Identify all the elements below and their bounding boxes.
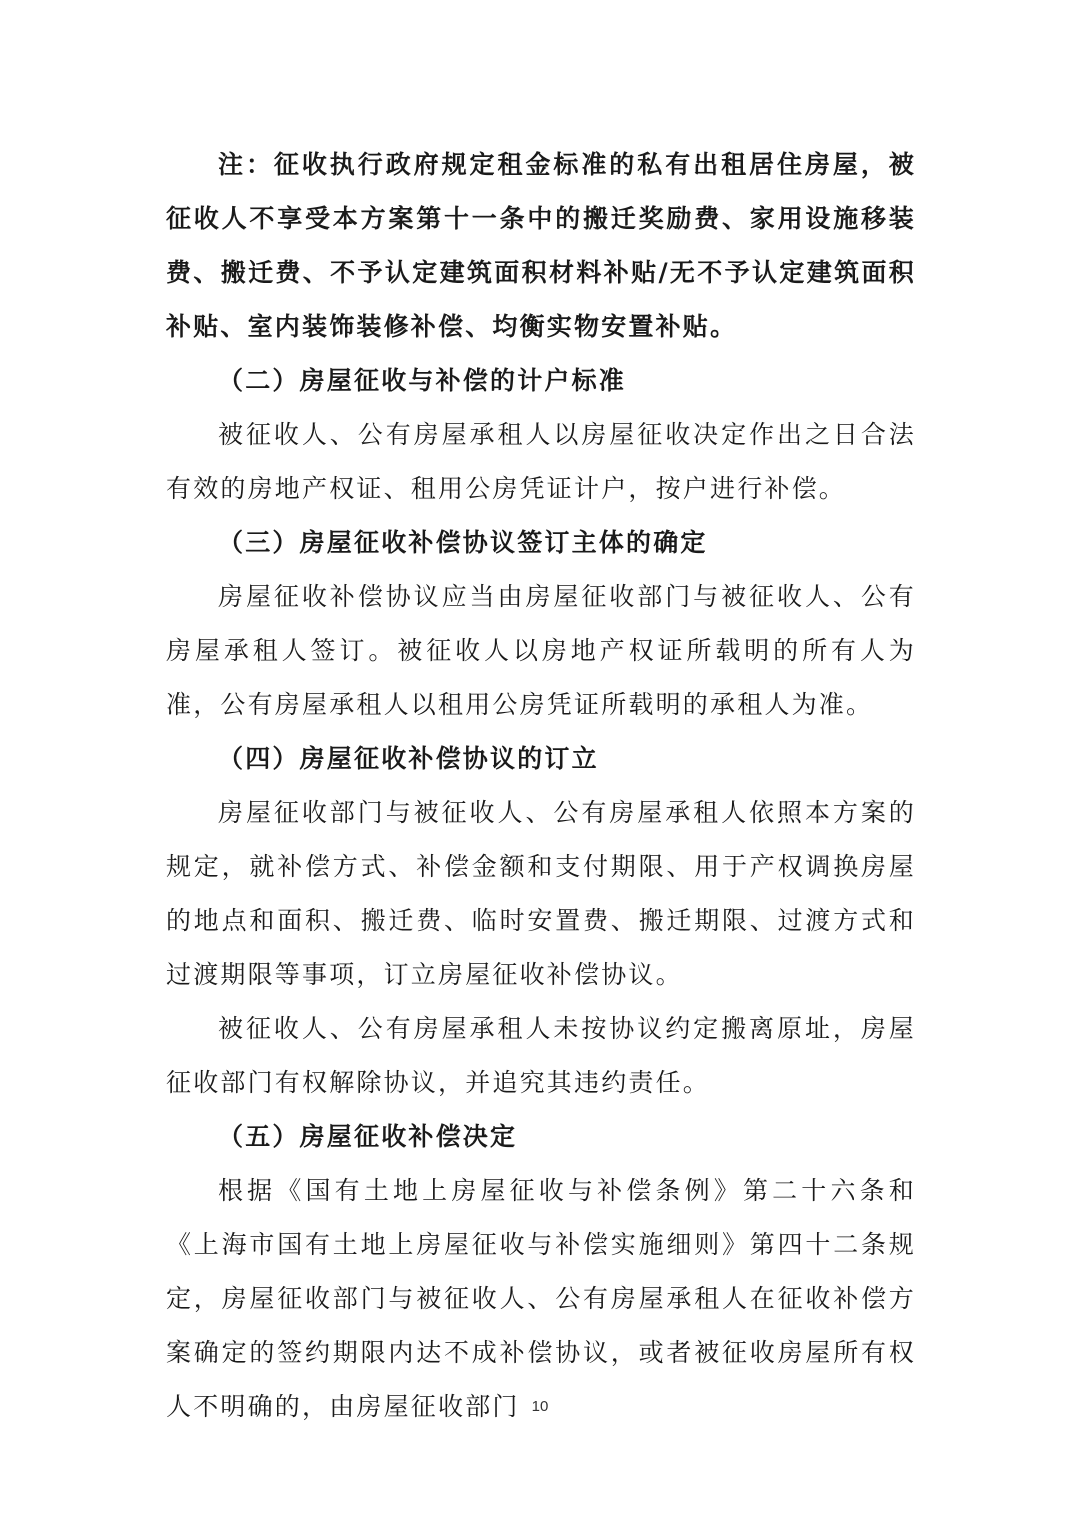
section-5-paragraph-1: 根据《国有土地上房屋征收与补偿条例》第二十六条和《上海市国有土地上房屋征收与补偿实施细则》第四十二条规定，房屋征收部门与被征收人、公有房屋承租人在征收补偿方案确定的签约期限内达不成补偿协议，或者被征收房屋所有权人不明确的，由房屋征收部门 [166,1176,916,1421]
section-heading-5: （五）房屋征收补偿决定 [218,1122,518,1151]
section-4-paragraph-2: 被征收人、公有房屋承租人未按协议约定搬离原址，房屋征收部门有权解除协议，并追究其违约责任。 [166,1014,916,1097]
section-heading-3: （三）房屋征收补偿协议签订主体的确定 [218,528,708,557]
section-4-paragraph-1: 房屋征收部门与被征收人、公有房屋承租人依照本方案的规定，就补偿方式、补偿金额和支付期限、用于产权调换房屋的地点和面积、搬迁费、临时安置费、搬迁期限、过渡方式和过渡期限等事项，订立房屋征收补偿协议。 [166,798,916,989]
section-2-paragraph-1: 被征收人、公有房屋承租人以房屋征收决定作出之日合法有效的房地产权证、租用公房凭证计户，按户进行补偿。 [166,420,916,503]
section-heading-4: （四）房屋征收补偿协议的订立 [218,744,599,773]
section-heading-2: （二）房屋征收与补偿的计户标准 [218,366,627,395]
page-number: 10 [531,1398,549,1415]
note-paragraph: 注：征收执行政府规定租金标准的私有出租居住房屋，被征收人不享受本方案第十一条中的搬迁奖励费、家用设施移装费、搬迁费、不予认定建筑面积材料补贴/无不予认定建筑面积补贴、室内装饰装修补偿、均衡实物安置补贴。 [166,150,916,341]
document-body [166,138,916,1434]
section-3-paragraph-1: 房屋征收补偿协议应当由房屋征收部门与被征收人、公有房屋承租人签订。被征收人以房地产权证所载明的所有人为准，公有房屋承租人以租用公房凭证所载明的承租人为准。 [166,582,916,719]
